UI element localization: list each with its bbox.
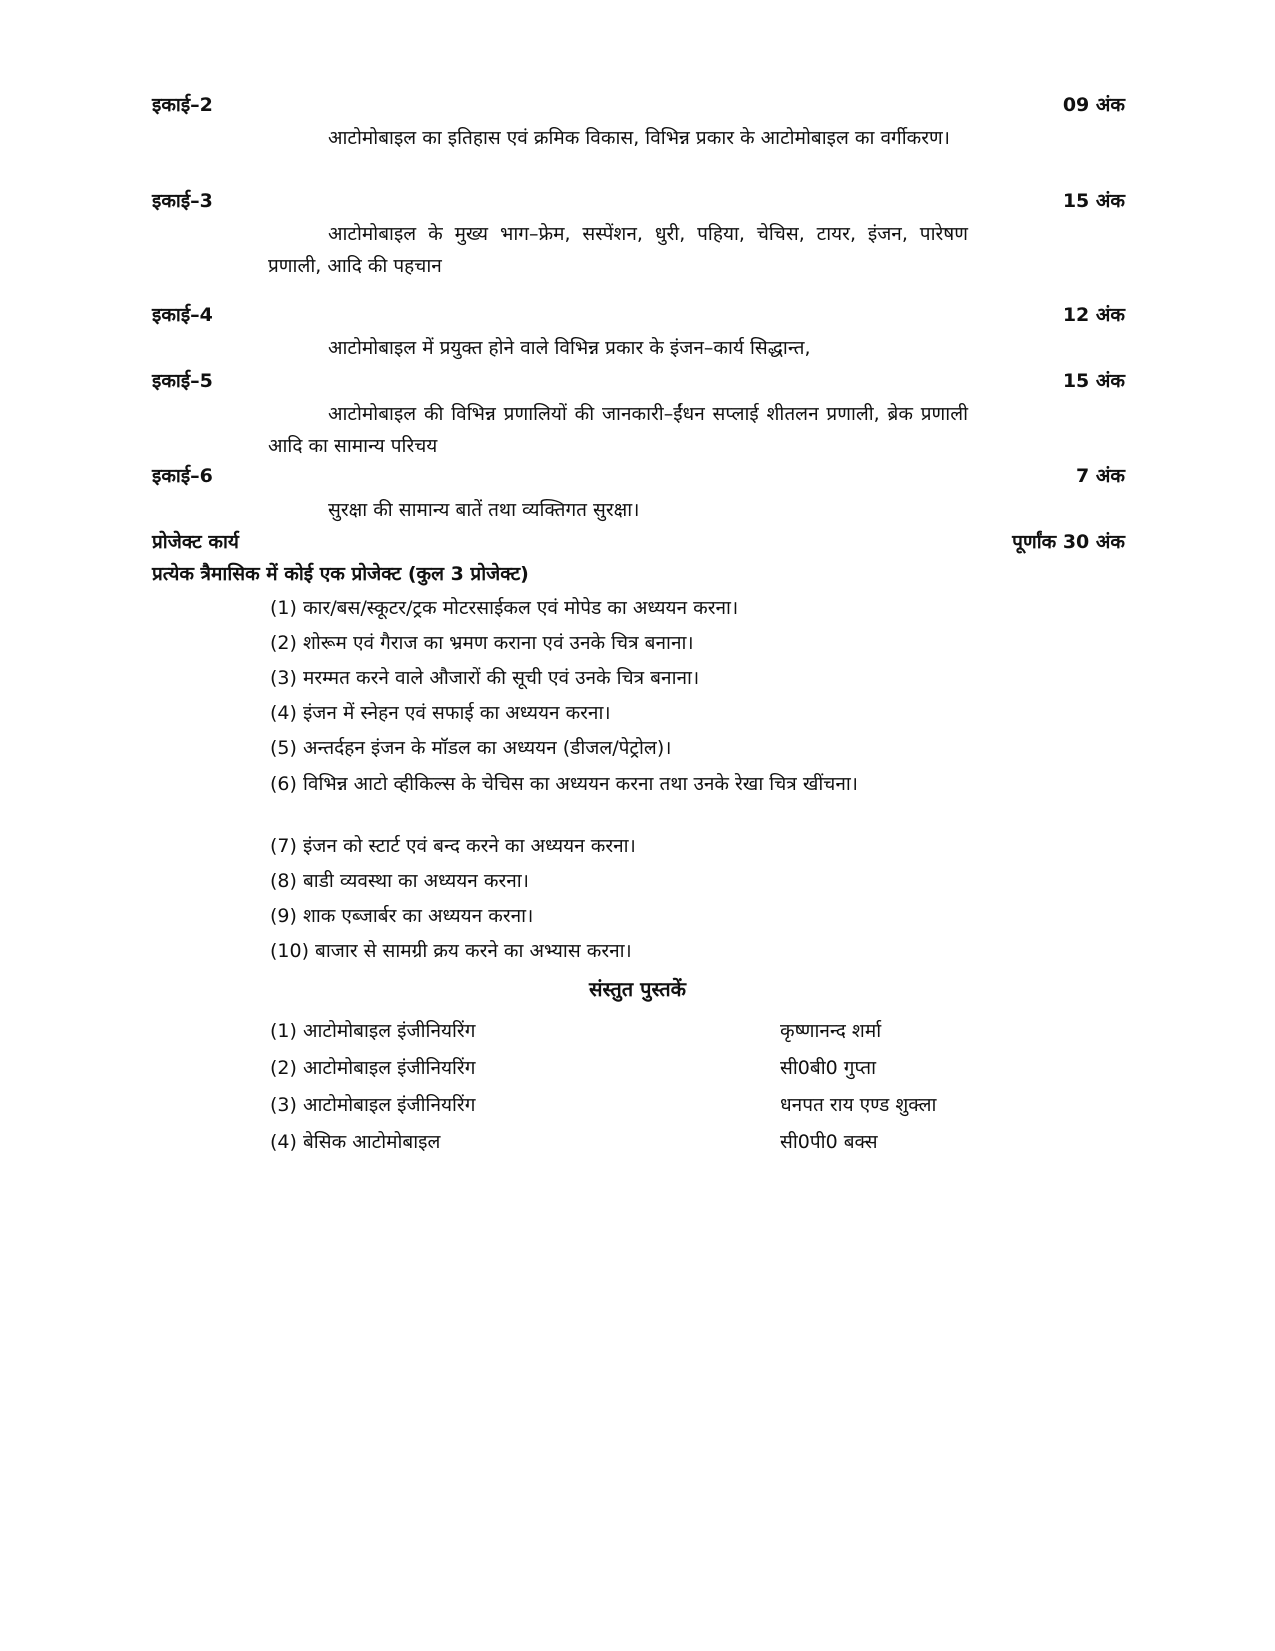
project-item: (2) शोरूम एवं गैराज का भ्रमण कराना एवं उनके चित्र बनाना। [270,632,694,654]
book-author: कृष्णानन्द शर्मा [780,1020,882,1042]
unit-4-description: आटोमोबाइल में प्रयुक्त होने वाले विभिन्न प्रकार के इंजन–कार्य सिद्धान्त, [328,337,811,359]
book-author: सी0बी0 गुप्ता [780,1057,877,1079]
unit-6-marks: 7 अंक [1076,465,1125,487]
book-author: धनपत राय एण्ड शुक्ला [780,1094,937,1116]
project-item: (4) इंजन में स्नेहन एवं सफाई का अध्ययन करना। [270,702,611,724]
project-item: (8) बाडी व्यवस्था का अध्ययन करना। [270,870,529,892]
unit-2-marks: 09 अंक [1062,94,1125,116]
project-item: (10) बाजार से सामग्री क्रय करने का अभ्यास करना। [270,940,632,962]
project-item: (7) इंजन को स्टार्ट एवं बन्द करने का अध्ययन करना। [270,835,636,857]
unit-3-marks: 15 अंक [1062,190,1125,212]
unit-2-description: आटोमोबाइल का इतिहास एवं क्रमिक विकास, विभिन्न प्रकार के आटोमोबाइल का वर्गीकरण। [328,127,950,149]
unit-6-description: सुरक्षा की सामान्य बातें तथा व्यक्तिगत सुरक्षा। [328,499,640,521]
unit-6-label: इकाई–6 [152,465,213,487]
unit-4-marks: 12 अंक [1062,304,1125,326]
book-author: सी0पी0 बक्स [780,1131,878,1153]
books-heading: संस्तुत पुस्तकें [589,977,686,1001]
book-title: (4) बेसिक आटोमोबाइल [270,1131,441,1153]
project-item: (9) शाक एब्जार्बर का अध्ययन करना। [270,905,534,927]
book-title: (1) आटोमोबाइल इंजीनियरिंग [270,1020,476,1042]
unit-5-description: आटोमोबाइल की विभिन्न प्रणालियों की जानकारी–ईंधन सप्लाई शीतलन प्रणाली, ब्रेक प्रणाली आदि का सामान्य परिचय [268,403,968,457]
unit-5-marks: 15 अंक [1062,370,1125,392]
unit-3-description: आटोमोबाइल के मुख्य भाग–फ्रेम, सस्पेंशन, धुरी, पहिया, चेचिस, टायर, इंजन, पारेषण प्रणाली, आदि की पहचान [268,223,968,277]
project-item: (6) विभिन्न आटो व्हीकिल्स के चेचिस का अध्ययन करना तथा उनके रेखा चित्र खींचना। [270,773,859,795]
project-label: प्रोजेक्ट कार्य [152,531,239,553]
unit-3-label: इकाई–3 [152,190,213,212]
project-item: (1) कार/बस/स्कूटर/ट्रक मोटरसाईकल एवं मोपेड का अध्ययन करना। [270,597,739,619]
book-title: (3) आटोमोबाइल इंजीनियरिंग [270,1094,476,1116]
project-subtitle: प्रत्येक त्रैमासिक में कोई एक प्रोजेक्ट (कुल 3 प्रोजेक्ट) [152,563,529,585]
unit-2-label: इकाई–2 [152,94,213,116]
unit-4-label: इकाई–4 [152,304,213,326]
book-title: (2) आटोमोबाइल इंजीनियरिंग [270,1057,476,1079]
unit-5-label: इकाई–5 [152,370,213,392]
project-item: (5) अन्तर्दहन इंजन के मॉडल का अध्ययन (डीजल/पेट्रोल)। [270,737,672,759]
project-marks: पूर्णांक 30 अंक [1012,531,1125,553]
project-item: (3) मरम्मत करने वाले औजारों की सूची एवं उनके चित्र बनाना। [270,667,700,689]
